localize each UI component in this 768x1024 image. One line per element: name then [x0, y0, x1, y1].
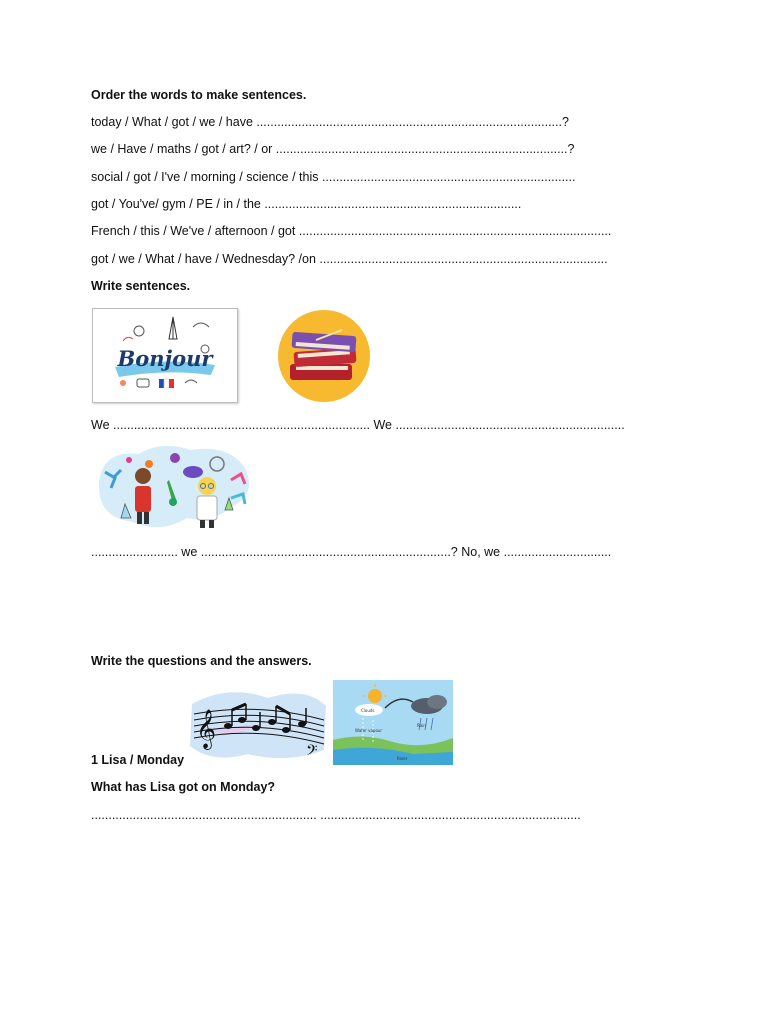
write-line-1: We .......................................................................... We ..................................................................: [91, 418, 625, 432]
svg-text:𝄢: 𝄢: [306, 742, 318, 763]
label-water-vapour: Water vapour: [355, 728, 383, 733]
music-image: [188, 680, 328, 764]
water-cycle-illustration: [333, 680, 453, 765]
sentence-item-4: got / You've/ gym / PE / in / the ..........................................................................: [91, 197, 522, 211]
sentence-item-5: French / this / We've / afternoon / got ..........................................................................................: [91, 224, 612, 238]
water-cycle-image: [333, 680, 453, 765]
sentence-item-6: got / we / What / have / Wednesday? /on ...................................................................................: [91, 252, 608, 266]
label-clouds: Clouds: [361, 708, 375, 713]
science-illustration: [91, 442, 253, 534]
books-illustration: [276, 310, 372, 402]
bonjour-word: Bonjour: [117, 346, 213, 371]
svg-text:𝄞: 𝄞: [196, 709, 217, 749]
bonjour-french-image: [92, 308, 238, 403]
answer-lines: ................................................................. ...........................................................................: [91, 808, 581, 822]
section-heading-questions: Write the questions and the answers.: [91, 654, 312, 668]
books-image: [276, 310, 372, 402]
sentence-item-3: social / got / I've / morning / science / this .........................................................................: [91, 170, 576, 184]
sentence-item-2: we / Have / maths / got / art? / or ....................................................................................?: [91, 142, 575, 156]
music-illustration: [188, 680, 328, 764]
question-item-1: 1 Lisa / Monday: [91, 753, 185, 767]
label-rain: Rain: [417, 723, 426, 728]
bonjour-illustration: [93, 309, 237, 402]
section-heading-write: Write sentences.: [91, 279, 191, 293]
label-river: River: [397, 756, 408, 761]
science-image: [91, 442, 253, 534]
write-line-2: ......................... we ........................................................................? No, we ...............................: [91, 545, 612, 559]
sentence-item-1: today / What / got / we / have ........................................................................................?: [91, 115, 569, 129]
example-question: What has Lisa got on Monday?: [91, 780, 276, 794]
section-heading-order: Order the words to make sentences.: [91, 88, 307, 102]
